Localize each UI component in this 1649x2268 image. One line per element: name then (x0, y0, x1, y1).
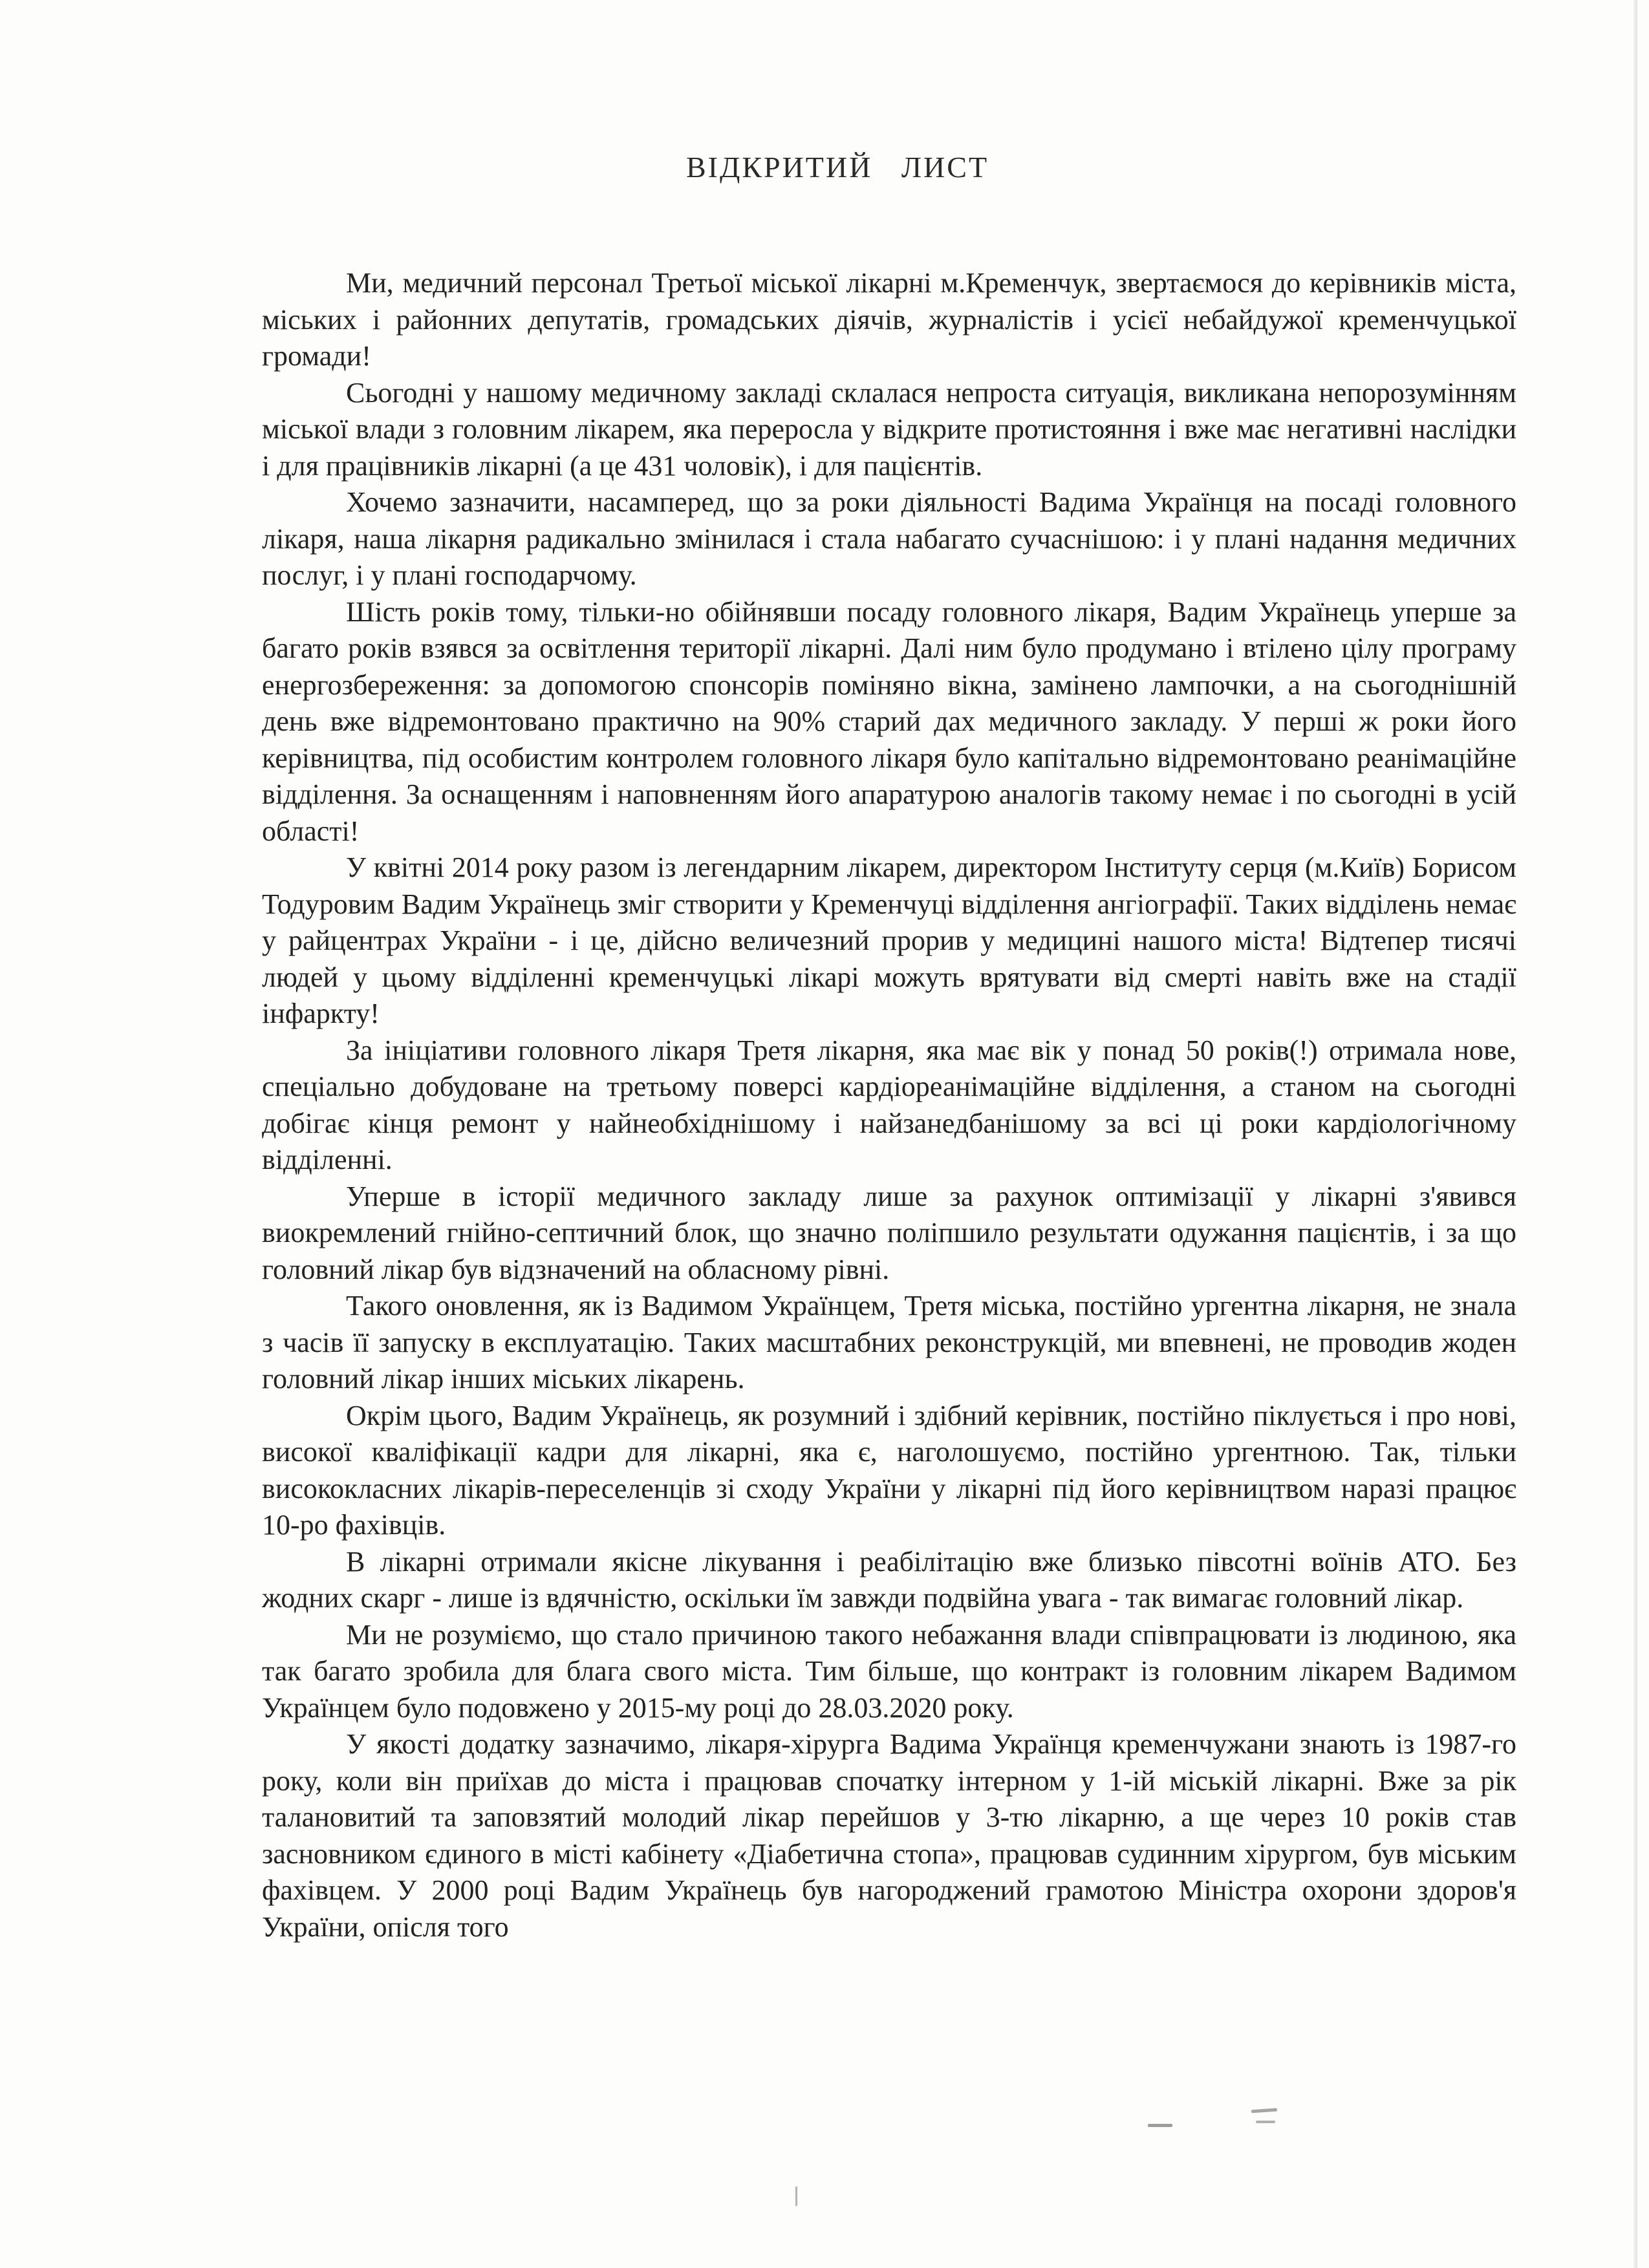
paragraph-4: Шість років тому, тільки-но обійнявши посаду головного лікаря, Вадим Українець уперше за багато років взявся за освітлення території лікарні. Далі ним було продумано і втілено цілу програму енергозбереження: за допомогою спонсорів поміняно вікна, замінено лампочки, а на сьогоднішній день вже відремонтовано практично на 90% старий дах медичного закладу. У перші ж роки його керівництва, під особистим контролем головного лікаря було капітально відремонтовано реанімаційне відділення. За оснащенням і наповненням його апаратурою аналогів такому немає і по сьогодні в усій області! (262, 595, 1516, 847)
scan-speck (1256, 2121, 1275, 2123)
paragraph-12: У якості додатку зазначимо, лікаря-хірурга Вадима Українця кременчужани знають із 1987-го року, коли він приїхав до міста і працював спочатку інтерном у 1-ій міській лікарні. Вже за рік талановитий та заповзятий молодий лікар перейшов у 3-тю лікарню, а ще через 10 років став засновником єдиного в місті кабінету «Діабетична стопа», працював судинним хірургом, був міським фахівцем. У 2000 році Вадим Українець був нагороджений грамотою Міністра охорони здоров'я України, опісля того (262, 1728, 1516, 1943)
paragraph-3: Хочемо зазначити, насамперед, що за роки діяльності Вадима Українця на посаді головного лікаря, наша лікарня радикально змінилася і стала набагато сучаснішою: і у плані надання медичних послуг, і у плані господарчому. (262, 486, 1516, 591)
paragraph-11: Ми не розуміємо, що стало причиною такого небажання влади співпрацювати із людиною, яка так багато зробила для блага свого міста. Тим більше, що контракт із головним лікарем Вадимом Українцем було подовжено у 2015-му році до 28.03.2020 року. (262, 1618, 1516, 1724)
scan-edge-shadow (1633, 0, 1637, 2268)
paragraph-6: За ініціативи головного лікаря Третя лікарня, яка має вік у понад 50 років(!) отримала нове, спеціально добудоване на третьому поверсі кардіореанімаційне відділення, а станом на сьогодні добігає кінця ремонт у найнеобхіднішому і найзанедбанішому за всі ці роки кардіологічному відділенні. (262, 1034, 1516, 1175)
scan-speck (795, 2187, 797, 2206)
paragraph-10: В лікарні отримали якісне лікування і реабілітацію вже близько півсотні воїнів АТО. Без жодних скарг - лише із вдячністю, оскільки їм завжди подвійна увага - так вимагає головний лікар. (262, 1545, 1516, 1614)
paragraph-9: Окрім цього, Вадим Українець, як розумний і здібний керівник, постійно піклується і про нові, високої кваліфікації кадри для лікарні, яка є, наголошуємо, постійно ургентною. Так, тільки висококласних лікарів-переселенців зі сходу України у лікарні під його керівництвом наразі працює 10-ро фахівців. (262, 1399, 1516, 1541)
paragraph-1: Ми, медичний персонал Третьої міської лікарні м.Кременчук, звертаємося до керівників міста, міських і районних депутатів, громадських діячів, журналістів і усієї небайдужої кременчуцької громади! (262, 267, 1516, 372)
document-title: ВІДКРИТИЙ ЛИСТ (685, 151, 989, 184)
scan-speck (1251, 2108, 1277, 2113)
paragraph-7: Уперше в історії медичного закладу лише за рахунок оптимізації у лікарні з'явився виокремлений гнійно-септичний блок, що значно поліпшило результати одужання пацієнтів, і за що головний лікар був відзначений на обласному рівні. (262, 1180, 1516, 1285)
letter-body (262, 265, 1516, 1945)
paragraph-8: Такого оновлення, як із Вадимом Українцем, Третя міська, постійно ургентна лікарня, не знала з часів її запуску в експлуатацію. Таких масштабних реконструкцій, ми впевнені, не проводив жоден головний лікар інших міських лікарень. (262, 1290, 1516, 1395)
paragraph-5: У квітні 2014 року разом із легендарним лікарем, директором Інституту серця (м.Київ) Борисом Тодуровим Вадим Українець зміг створити у Кременчуці відділення ангіографії. Таких відділень немає у райцентрах України - і це, дійсно величезний прорив у медицині нашого міста! Відтепер тисячі людей у цьому відділенні кременчуцькі лікарі можуть врятувати від смерті навіть вже на стадії інфаркту! (262, 851, 1516, 1029)
scan-speck (1148, 2124, 1172, 2127)
paragraph-2: Сьогодні у нашому медичному закладі склалася непроста ситуація, викликана непорозумінням міської влади з головним лікарем, яка переросла у відкрите протистояння і вже має негативні наслідки і для працівників лікарні (а це 431 чоловік), і для пацієнтів. (262, 376, 1516, 482)
